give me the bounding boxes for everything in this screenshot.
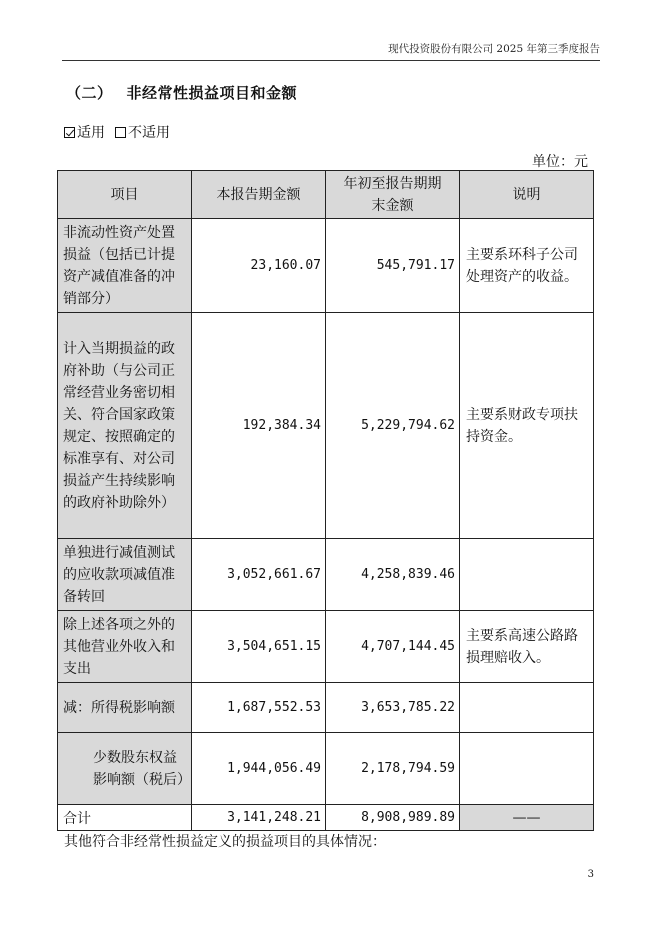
section-title	[66, 82, 297, 103]
row-item: 计入当期损益的政府补助（与公司正常经营业务密切相关、符合国家政策规定、按照确定的标准享有、对公司损益产生持续影响的政府补助除外）	[58, 313, 192, 539]
row-note: 主要系财政专项扶持资金。	[460, 313, 594, 539]
row-item: 少数股东权益影响额（税后）	[58, 733, 192, 805]
table-row	[58, 683, 594, 733]
applicable-label: 适用	[77, 125, 105, 141]
header-ytd-line1: 年初至报告期期	[343, 175, 442, 192]
total-note: ——	[460, 805, 594, 831]
page-number: 3	[587, 869, 594, 880]
footnote-text: 其他符合非经常性损益定义的损益项目的具体情况：	[64, 834, 386, 850]
row-note	[460, 733, 594, 805]
row-ytd-amount: 545,791.17	[326, 219, 460, 313]
row-note	[460, 539, 594, 611]
row-item: 非流动性资产处置损益（包括已计提资产减值准备的冲销部分）	[58, 219, 192, 313]
row-note: 主要系环科子公司处理资产的收益。	[460, 219, 594, 313]
total-label: 合计	[58, 805, 192, 831]
checked-box-icon	[64, 127, 75, 138]
total-current-amount: 3,141,248.21	[192, 805, 326, 831]
row-ytd-amount: 2,178,794.59	[326, 733, 460, 805]
unit-label: 单位：元	[532, 154, 588, 170]
header-divider	[62, 60, 600, 61]
applicability-options	[64, 122, 180, 142]
header-ytd	[326, 171, 460, 219]
header-current-period: 本报告期金额	[192, 171, 326, 219]
non-recurring-items-table	[57, 170, 594, 831]
row-current-amount: 192,384.34	[192, 313, 326, 539]
row-note	[460, 683, 594, 733]
header-note: 说明	[460, 171, 594, 219]
row-note: 主要系高速公路路损理赔收入。	[460, 611, 594, 683]
table-row	[58, 733, 594, 805]
row-ytd-amount: 4,258,839.46	[326, 539, 460, 611]
unchecked-box-icon	[115, 127, 126, 138]
section-title-text: 非经常性损益项目和金额	[126, 84, 298, 102]
not-applicable-option[interactable]	[115, 122, 170, 142]
row-current-amount: 1,944,056.49	[192, 733, 326, 805]
row-current-amount: 1,687,552.53	[192, 683, 326, 733]
applicable-option[interactable]	[64, 122, 105, 142]
table-row	[58, 611, 594, 683]
row-current-amount: 3,052,661.67	[192, 539, 326, 611]
header-ytd-line2: 末金额	[371, 197, 414, 214]
row-item: 除上述各项之外的其他营业外收入和支出	[58, 611, 192, 683]
header-item: 项目	[58, 171, 192, 219]
row-ytd-amount: 5,229,794.62	[326, 313, 460, 539]
row-current-amount: 3,504,651.15	[192, 611, 326, 683]
report-header: 现代投资股份有限公司 2025 年第三季度报告	[388, 43, 600, 55]
table-row	[58, 219, 594, 313]
total-ytd-amount: 8,908,989.89	[326, 805, 460, 831]
row-item: 单独进行减值测试的应收款项减值准备转回	[58, 539, 192, 611]
row-item: 减：所得税影响额	[58, 683, 192, 733]
total-row	[58, 805, 594, 831]
table-header-row	[58, 171, 594, 219]
section-number: （二）	[66, 84, 113, 102]
row-current-amount: 23,160.07	[192, 219, 326, 313]
table-row	[58, 313, 594, 539]
not-applicable-label: 不适用	[128, 125, 170, 141]
table-row	[58, 539, 594, 611]
row-ytd-amount: 3,653,785.22	[326, 683, 460, 733]
row-ytd-amount: 4,707,144.45	[326, 611, 460, 683]
